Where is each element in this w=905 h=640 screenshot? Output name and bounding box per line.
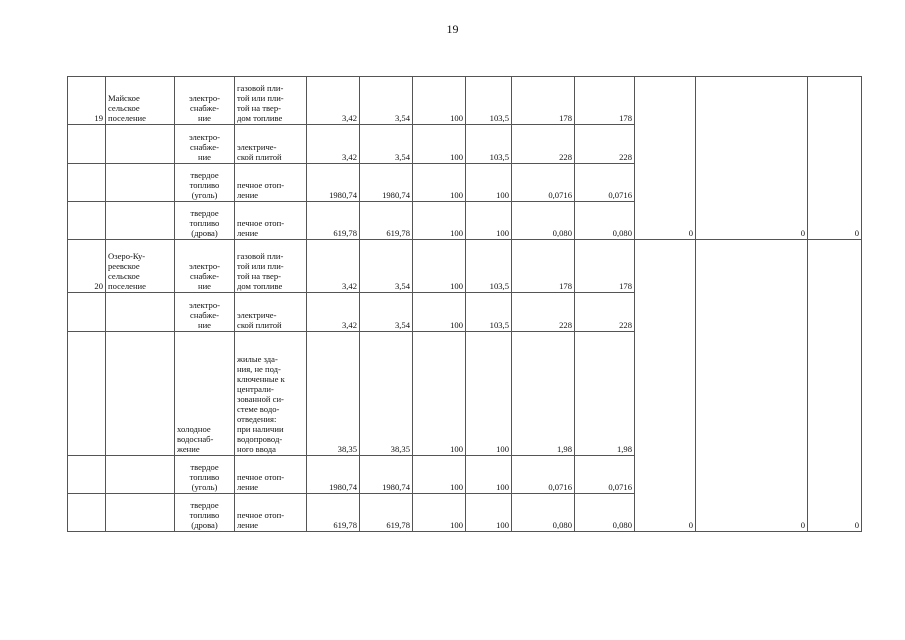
- rate-1: 0,080: [512, 202, 575, 240]
- value-1: 3,42: [307, 77, 360, 125]
- method-text: газовой пли- той или пли- той на твер- дом топливе: [237, 251, 284, 291]
- method: [235, 293, 307, 332]
- rate-2: 178: [575, 77, 635, 125]
- method-text: газовой пли- той или пли- той на твер- дом топливе: [237, 83, 284, 123]
- method: [235, 77, 307, 125]
- percent-1: 100: [413, 125, 466, 164]
- value-1: 1980,74: [307, 456, 360, 494]
- settlement-name: [106, 77, 175, 125]
- value-1: 619,78: [307, 494, 360, 532]
- method: [235, 494, 307, 532]
- method-text: жилые зда- ния, не под- ключенные к централи- зованной си- стеме водо- отведения: при наличии водопровод- ного ввода: [237, 354, 285, 454]
- empty-cell: [106, 456, 175, 494]
- total-3: 0: [808, 240, 862, 532]
- empty-cell: [106, 164, 175, 202]
- service-text: электро- снабже- ние: [188, 93, 220, 123]
- rate-2: 0,080: [575, 494, 635, 532]
- service-text: холодное водоснаб- жение: [177, 424, 214, 454]
- empty-cell: [106, 202, 175, 240]
- empty-cell: [68, 125, 106, 164]
- value-2: 3,54: [360, 77, 413, 125]
- value-1: 1980,74: [307, 164, 360, 202]
- method-text: электриче- ской плитой: [237, 142, 282, 162]
- empty-cell: [68, 164, 106, 202]
- value-2: 1980,74: [360, 164, 413, 202]
- rate-2: 228: [575, 293, 635, 332]
- method: [235, 125, 307, 164]
- settlement-text: Озеро-Ку- реевское сельское поселение: [108, 251, 146, 291]
- total-2: 0: [696, 77, 808, 240]
- rate-2: 0,0716: [575, 164, 635, 202]
- empty-cell: [68, 456, 106, 494]
- percent-1: 100: [413, 494, 466, 532]
- tariff-table: [67, 76, 862, 532]
- table-row: [68, 77, 862, 125]
- service-type: [175, 164, 235, 202]
- service-type: [175, 125, 235, 164]
- service-type: [175, 77, 235, 125]
- percent-1: 100: [413, 202, 466, 240]
- method: [235, 164, 307, 202]
- empty-cell: [68, 332, 106, 456]
- percent-1: 100: [413, 164, 466, 202]
- percent-1: 100: [413, 77, 466, 125]
- rate-2: 0,0716: [575, 456, 635, 494]
- value-1: 3,42: [307, 293, 360, 332]
- empty-cell: [106, 125, 175, 164]
- page-number: 19: [446, 22, 459, 36]
- total-1: 0: [635, 240, 696, 532]
- value-2: 1980,74: [360, 456, 413, 494]
- value-1: 619,78: [307, 202, 360, 240]
- empty-cell: [68, 494, 106, 532]
- rate-1: 0,080: [512, 494, 575, 532]
- value-1: 3,42: [307, 125, 360, 164]
- value-2: 3,54: [360, 293, 413, 332]
- method-text: печное отоп- ление: [237, 472, 285, 492]
- percent-2: 103,5: [466, 125, 512, 164]
- service-text: твердое топливо (дрова): [189, 500, 220, 530]
- percent-1: 100: [413, 456, 466, 494]
- rate-1: 228: [512, 125, 575, 164]
- method: [235, 456, 307, 494]
- service-type: [175, 332, 235, 456]
- method-text: печное отоп- ление: [237, 510, 285, 530]
- rate-2: 1,98: [575, 332, 635, 456]
- method-text: печное отоп- ление: [237, 180, 285, 200]
- method-text: печное отоп- ление: [237, 218, 285, 238]
- rate-1: 228: [512, 293, 575, 332]
- percent-2: 100: [466, 456, 512, 494]
- service-type: [175, 240, 235, 293]
- service-type: [175, 202, 235, 240]
- percent-2: 100: [466, 332, 512, 456]
- method: [235, 202, 307, 240]
- value-2: 3,54: [360, 240, 413, 293]
- method-text: электриче- ской плитой: [237, 310, 282, 330]
- rate-1: 1,98: [512, 332, 575, 456]
- value-1: 38,35: [307, 332, 360, 456]
- service-type: [175, 456, 235, 494]
- total-2: 0: [696, 240, 808, 532]
- rate-1: 178: [512, 240, 575, 293]
- service-text: электро- снабже- ние: [188, 132, 220, 162]
- percent-1: 100: [413, 332, 466, 456]
- value-2: 38,35: [360, 332, 413, 456]
- empty-cell: [106, 332, 175, 456]
- total-1: 0: [635, 77, 696, 240]
- service-text: твердое топливо (уголь): [189, 170, 220, 200]
- rate-2: 0,080: [575, 202, 635, 240]
- service-text: твердое топливо (дрова): [189, 208, 220, 238]
- settlement-text: Майское сельское поселение: [108, 93, 146, 123]
- service-text: электро- снабже- ние: [188, 261, 220, 291]
- empty-cell: [106, 494, 175, 532]
- empty-cell: [68, 202, 106, 240]
- total-3: 0: [808, 77, 862, 240]
- rate-1: 0,0716: [512, 164, 575, 202]
- service-text: электро- снабже- ние: [188, 300, 220, 330]
- value-2: 619,78: [360, 494, 413, 532]
- value-2: 619,78: [360, 202, 413, 240]
- row-number: 19: [68, 77, 106, 125]
- service-type: [175, 494, 235, 532]
- empty-cell: [68, 293, 106, 332]
- rate-1: 0,0716: [512, 456, 575, 494]
- percent-2: 100: [466, 164, 512, 202]
- rate-2: 228: [575, 125, 635, 164]
- empty-cell: [106, 293, 175, 332]
- percent-2: 103,5: [466, 77, 512, 125]
- percent-2: 100: [466, 202, 512, 240]
- value-2: 3,54: [360, 125, 413, 164]
- value-1: 3,42: [307, 240, 360, 293]
- rate-1: 178: [512, 77, 575, 125]
- percent-1: 100: [413, 240, 466, 293]
- method: [235, 332, 307, 456]
- percent-1: 100: [413, 293, 466, 332]
- percent-2: 103,5: [466, 240, 512, 293]
- table-row: [68, 240, 862, 293]
- settlement-name: [106, 240, 175, 293]
- service-type: [175, 293, 235, 332]
- rate-2: 178: [575, 240, 635, 293]
- percent-2: 103,5: [466, 293, 512, 332]
- method: [235, 240, 307, 293]
- row-number: 20: [68, 240, 106, 293]
- percent-2: 100: [466, 494, 512, 532]
- service-text: твердое топливо (уголь): [189, 462, 220, 492]
